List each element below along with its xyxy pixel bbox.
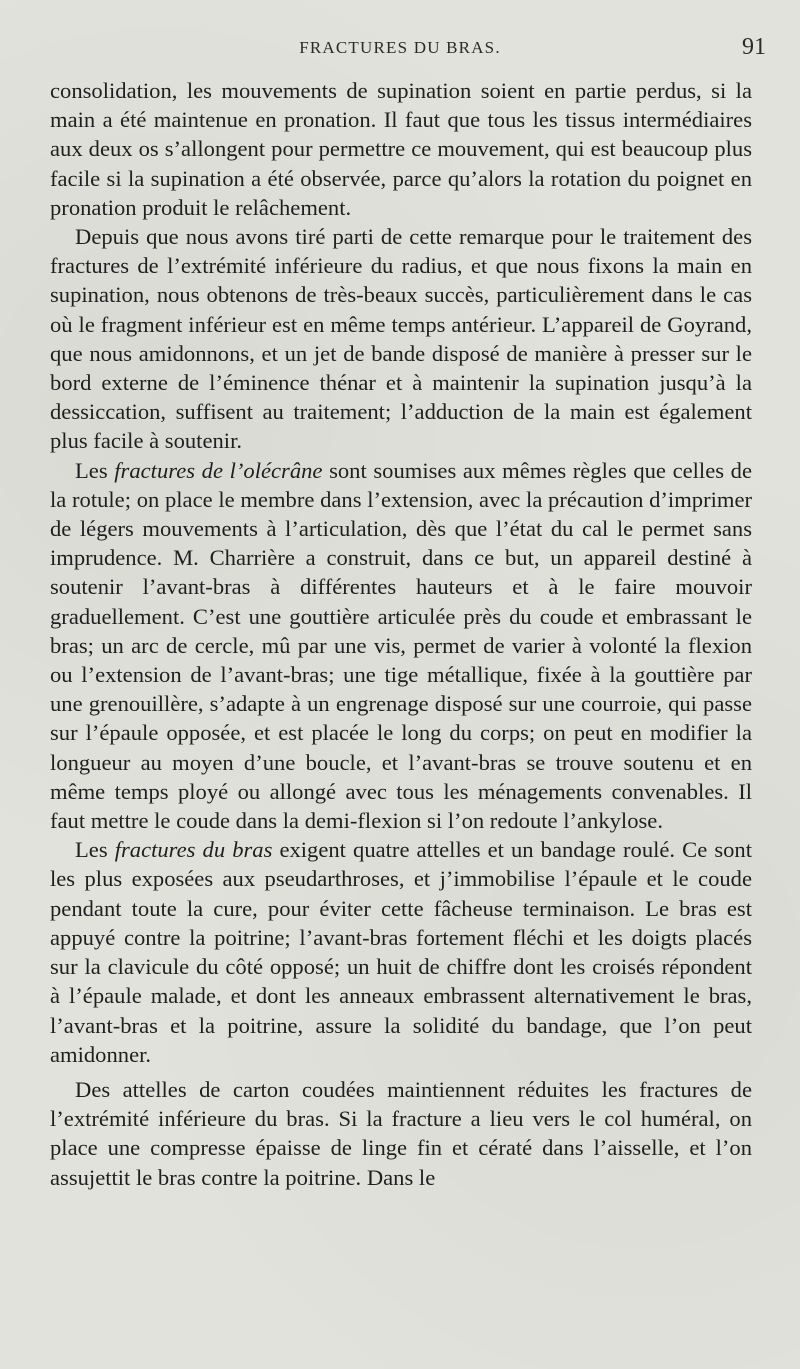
paragraph-3-italic-term: fractures de l’olécrâne [114,457,323,483]
paragraph-4-text-rest: exigent quatre attelles et un bandage roulé. Ce sont les plus exposées aux pseudarthroses, et j’immobilise l’épaule et le coude pendant toute la cure, pour éviter cette fâcheuse terminaison. Le bras est appuyé contre la poitrine; l’avant-bras fortement fléchi et les doigts placés sur la clavicule du côté opposé; un huit de chiffre dont les croisés répondent à l’épaule malade, et dont les anneaux embrassent alternativement le bras, l’avant-bras et la poitrine, assure la solidité du bandage, que l’on peut amidonner. [50,837,752,1067]
paragraph-1 [50,76,752,222]
paragraph-4 [50,835,752,1069]
paragraph-3-text-rest: sont soumises aux mêmes règles que celles de la rotule; on place le membre dans l’extension, avec la précaution d’imprimer de légers mouvements à l’articulation, dès que l’état du cal le permet sans imprudence. M. Charrière a construit, dans ce but, un appareil destiné à soutenir l’avant-bras à différentes hauteurs et à le faire mouvoir graduellement. C’est une gouttière articulée près du coude et embrassant le bras; un arc de cercle, mû par une vis, permet de varier à volonté la flexion ou l’extension de l’avant-bras; une tige métallique, fixée à la gouttière par une grenouillère, s’adapte à un engrenage disposé sur une courroie, qui passe sur l’épaule opposée, et est placée le long du corps; on peut en modifier la longueur au moyen d’une boucle, et l’avant-bras se trouve soutenu et en même temps ployé ou allongé avec tous les ménagements convenables. Il faut mettre le coude dans la demi-flexion si l’on redoute l’ankylose. [50,457,752,834]
page-number: 91 [742,34,766,60]
paragraph-4-text-start: Les [75,837,115,863]
paragraph-5-text: Des attelles de carton coudées maintiennent réduites les fractures de l’extrémité inférieure du bras. Si la fracture a lieu vers le col huméral, on place une compresse épaisse de linge fin et cératé dans l’aisselle, et l’on assujettit le bras contre la poitrine. Dans le [50,1076,752,1190]
paragraph-3-text-start: Les [75,457,115,483]
running-title: FRACTURES DU BRAS. [299,38,501,57]
paragraph-3 [50,456,752,836]
running-head [0,34,800,68]
paragraph-4-italic-term: fractures du bras [114,837,273,863]
paragraph-1-text: consolidation, les mouvements de supination soient en partie perdus, si la main a été maintenue en pronation. Il faut que tous les tissus intermédiaires aux deux os s’allongent pour permettre ce mouvement, qui est beaucoup plus facile si la supination a été observée, parce qu’alors la rotation du poignet en pronation produit le relâchement. [50,78,752,220]
paragraph-2-text: Depuis que nous avons tiré parti de cette remarque pour le traitement des fractures de l’extrémité inférieure du radius, et que nous fixons la main en supination, nous obtenons de très-beaux succès, particulièrement dans le cas où le fragment inférieur est en même temps antérieur. L’appareil de Goyrand, que nous amidonnons, et un jet de bande disposé de manière à presser sur le bord externe de l’éminence thénar et à maintenir la supination jusqu’à la dessiccation, suffisent au traitement; l’adduction de la main est également plus facile à soutenir. [50,224,752,454]
paragraph-2 [50,222,752,456]
paragraph-5 [50,1075,752,1192]
body-text [50,76,752,1192]
